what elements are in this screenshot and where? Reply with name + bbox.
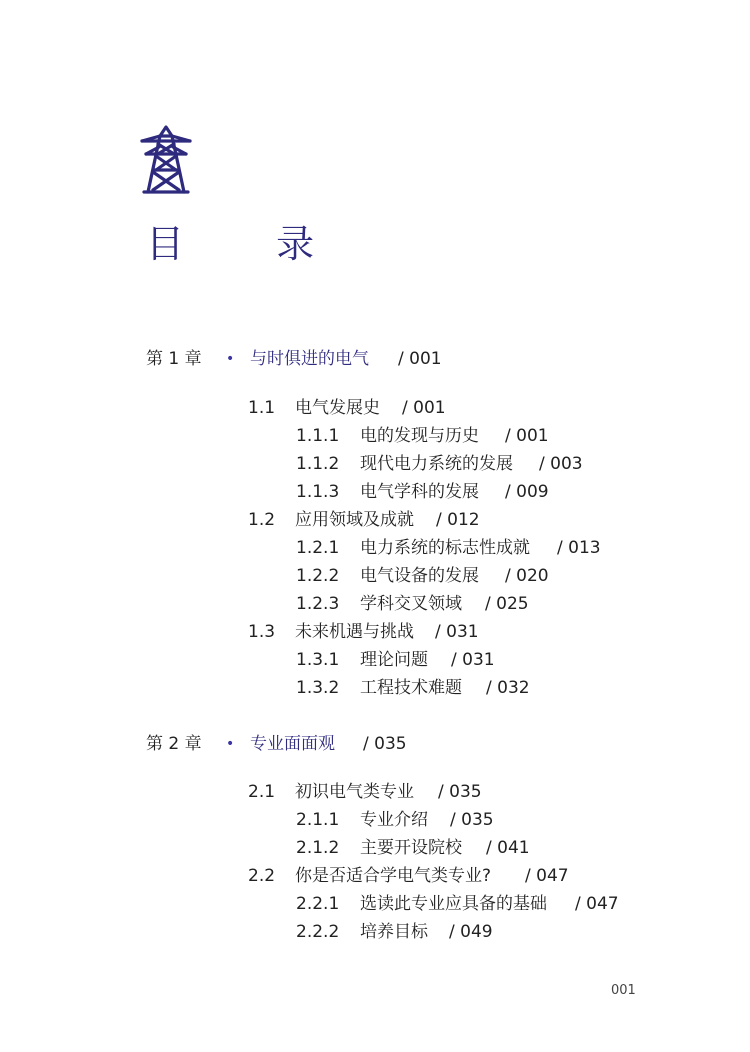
entry-page: / 020 [505,566,549,586]
entry-title: 你是否适合学电气类专业? [295,866,492,886]
entry-page: / 025 [485,594,529,614]
chapter-title: 与时俱进的电气 [250,349,369,369]
entry-number: 1.1 [248,398,276,418]
entry-number: 1.2.3 [296,594,340,614]
entry-number: 1.1.3 [296,482,340,502]
entry-number: 2.2.1 [296,894,340,914]
entry-title: 专业介绍 [360,810,428,830]
entry-page: / 031 [435,622,479,642]
entry-page: / 001 [505,426,549,446]
entry-title: 电气学科的发展 [360,482,479,502]
entry-title: 学科交叉领域 [360,594,462,614]
entry-page: / 031 [451,650,495,670]
entry-title: 选读此专业应具备的基础 [360,894,547,914]
entry-number: 2.2.2 [296,922,340,942]
chapter-title: 专业面面观 [250,734,335,754]
bullet-dot-icon: • [226,736,235,752]
entry-title: 电的发现与历史 [360,426,479,446]
entry-page: / 041 [486,838,530,858]
entry-title: 工程技术难题 [360,678,462,698]
entry-page: / 003 [539,454,583,474]
entry-number: 1.2.2 [296,566,340,586]
entry-title: 主要开设院校 [360,838,462,858]
entry-page: / 049 [449,922,493,942]
page-title: 目 录 [146,222,355,266]
entry-page: / 047 [575,894,619,914]
bullet-dot-icon: • [226,351,235,367]
entry-page: / 035 [450,810,494,830]
chapter-page: / 001 [398,349,442,369]
entry-number: 1.3.2 [296,678,340,698]
entry-page: / 035 [438,782,482,802]
entry-number: 1.2 [248,510,276,530]
chapter-page: / 035 [363,734,407,754]
entry-number: 2.1 [248,782,276,802]
entry-title: 电气发展史 [295,398,380,418]
entry-title: 电气设备的发展 [360,566,479,586]
entry-page: / 032 [486,678,530,698]
entry-number: 1.1.1 [296,426,340,446]
entry-number: 2.1.2 [296,838,340,858]
entry-number: 1.3.1 [296,650,340,670]
entry-page: / 009 [505,482,549,502]
entry-title: 未来机遇与挑战 [295,622,414,642]
entry-page: / 012 [436,510,480,530]
entry-page: / 047 [525,866,569,886]
entry-number: 2.1.1 [296,810,340,830]
chapter-label: 第 2 章 [146,734,202,754]
entry-number: 2.2 [248,866,276,886]
entry-page: / 013 [557,538,601,558]
entry-title: 初识电气类专业 [295,782,414,802]
entry-title: 培养目标 [360,922,428,942]
entry-number: 1.3 [248,622,276,642]
entry-number: 1.2.1 [296,538,340,558]
page-number: 001 [611,983,636,998]
entry-title: 理论问题 [360,650,428,670]
entry-title: 电力系统的标志性成就 [360,538,530,558]
transmission-tower-icon [138,124,194,196]
entry-title: 应用领域及成就 [295,510,414,530]
entry-title: 现代电力系统的发展 [360,454,513,474]
entry-number: 1.1.2 [296,454,340,474]
entry-page: / 001 [402,398,446,418]
chapter-label: 第 1 章 [146,349,202,369]
